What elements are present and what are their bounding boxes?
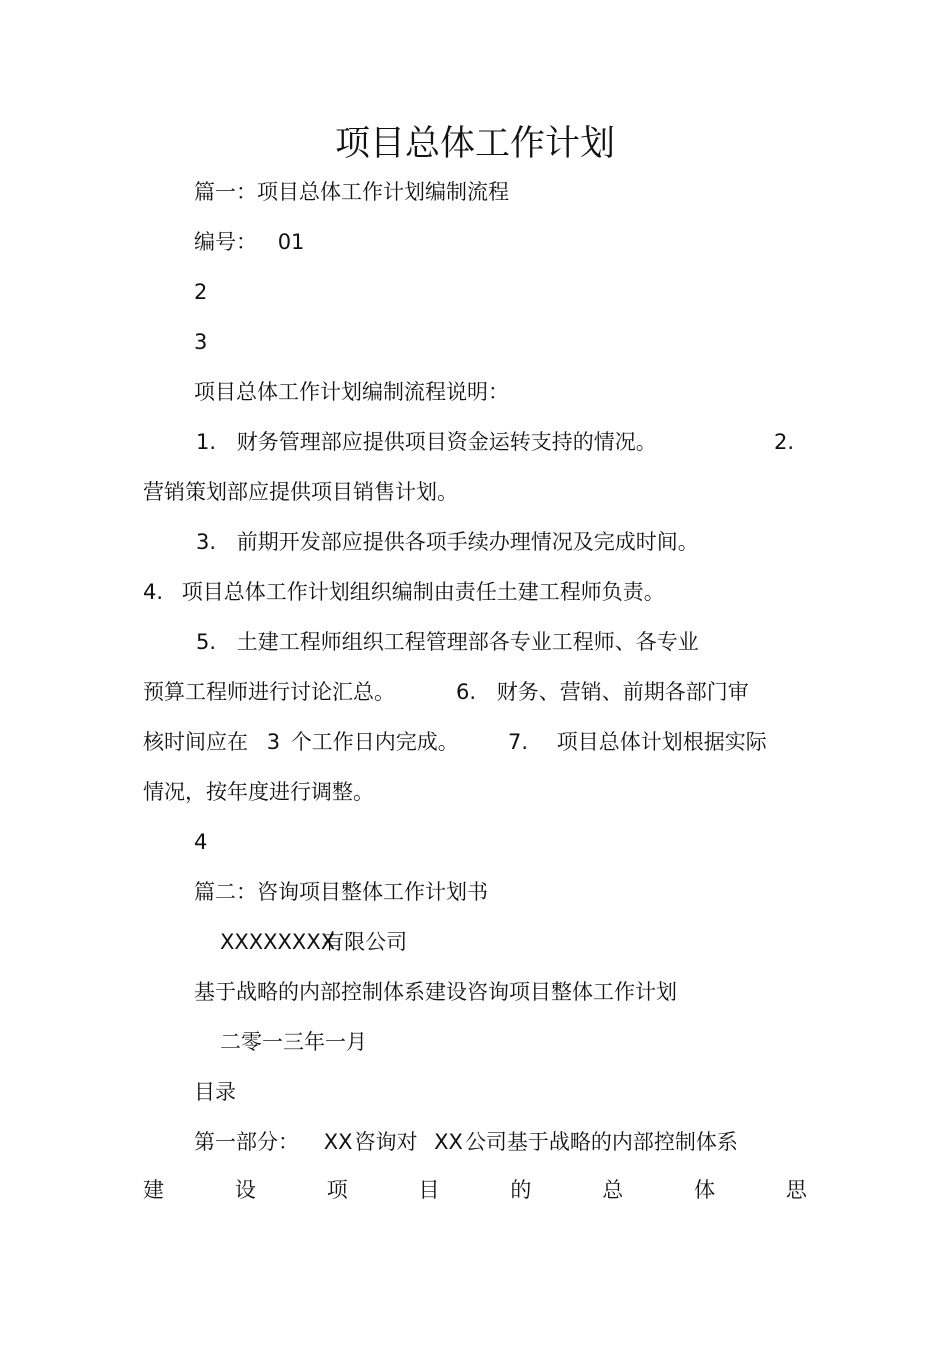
serial-line <box>194 228 304 256</box>
item-7 <box>508 728 767 756</box>
spread-char: 目 <box>418 1178 440 1202</box>
part1-xx-a: XX <box>323 1130 353 1154</box>
item-5 <box>196 628 699 656</box>
number-2: 2 <box>194 280 208 304</box>
number-4: 4 <box>194 830 208 854</box>
spread-char: 思 <box>785 1178 807 1202</box>
part1-heading: 篇一：项目总体工作计划编制流程 <box>194 180 509 204</box>
item-2-text: 营销策划部应提供项目销售计划。 <box>143 480 458 504</box>
spread-char: 总 <box>602 1178 624 1202</box>
company-suffix: 有限公司 <box>323 930 408 954</box>
item-5-text: 土建工程师组织工程管理部各专业工程师、各专业 <box>236 630 699 654</box>
serial-label: 编号： <box>194 230 257 254</box>
item-1-text: 财务管理部应提供项目资金运转支持的情况。 <box>236 430 657 454</box>
item-3-text: 前期开发部应提供各项手续办理情况及完成时间。 <box>236 530 699 554</box>
explain-heading: 项目总体工作计划编制流程说明： <box>194 380 509 404</box>
item-4-number: 4. <box>143 580 164 604</box>
part1-text-b: 咨询对 <box>354 1130 418 1154</box>
toc-heading: 目录 <box>194 1080 236 1104</box>
spread-char: 体 <box>694 1178 716 1202</box>
number-3: 3 <box>194 330 208 354</box>
serial-value: 01 <box>277 230 305 254</box>
spread-char: 建 <box>143 1178 164 1202</box>
document-date: 二零一三年一月 <box>220 1030 367 1054</box>
part1-label: 第一部分： <box>194 1130 299 1154</box>
item-4-text: 项目总体工作计划组织编制由责任土建工程师负责。 <box>181 580 665 604</box>
item-5-continuation: 预算工程师进行讨论汇总。 <box>143 680 395 704</box>
part2-heading: 篇二：咨询项目整体工作计划书 <box>194 880 488 904</box>
item-5-number: 5. <box>196 630 217 654</box>
item-7-text: 项目总体计划根据实际 <box>556 730 767 754</box>
spread-char: 的 <box>510 1178 532 1202</box>
item-6-cont-b: 个工作日内完成。 <box>290 730 459 754</box>
part1-line <box>194 1128 738 1156</box>
spread-char: 项 <box>326 1178 348 1202</box>
item-4 <box>143 578 665 606</box>
spread-char: 设 <box>234 1178 256 1202</box>
item-6-text: 财务、营销、前期各部门审 <box>496 680 749 704</box>
item-6-number: 6. <box>456 680 477 704</box>
document-title: 项目总体工作计划 <box>334 124 615 164</box>
justified-line <box>143 1176 807 1204</box>
part1-xx-c: XX <box>434 1130 463 1154</box>
item-7-continuation: 情况，按年度进行调整。 <box>143 780 374 804</box>
item-6-days: 3 <box>266 730 281 754</box>
item-6-cont-a: 核时间应在 <box>143 730 248 754</box>
item-3 <box>196 528 699 556</box>
item-6 <box>456 678 749 706</box>
plan-title: 基于战略的内部控制体系建设咨询项目整体工作计划 <box>194 980 677 1004</box>
item-1-number: 1. <box>196 430 217 454</box>
item-3-number: 3. <box>196 530 217 554</box>
item-1 <box>196 428 657 456</box>
item-7-number: 7. <box>508 730 529 754</box>
item-2-number: 2. <box>774 430 795 454</box>
company-placeholder: XXXXXXXX <box>220 930 336 954</box>
item-6-continuation <box>143 728 459 756</box>
company-name <box>220 928 407 956</box>
part1-text-d: 公司基于战略的内部控制体系 <box>464 1130 738 1154</box>
